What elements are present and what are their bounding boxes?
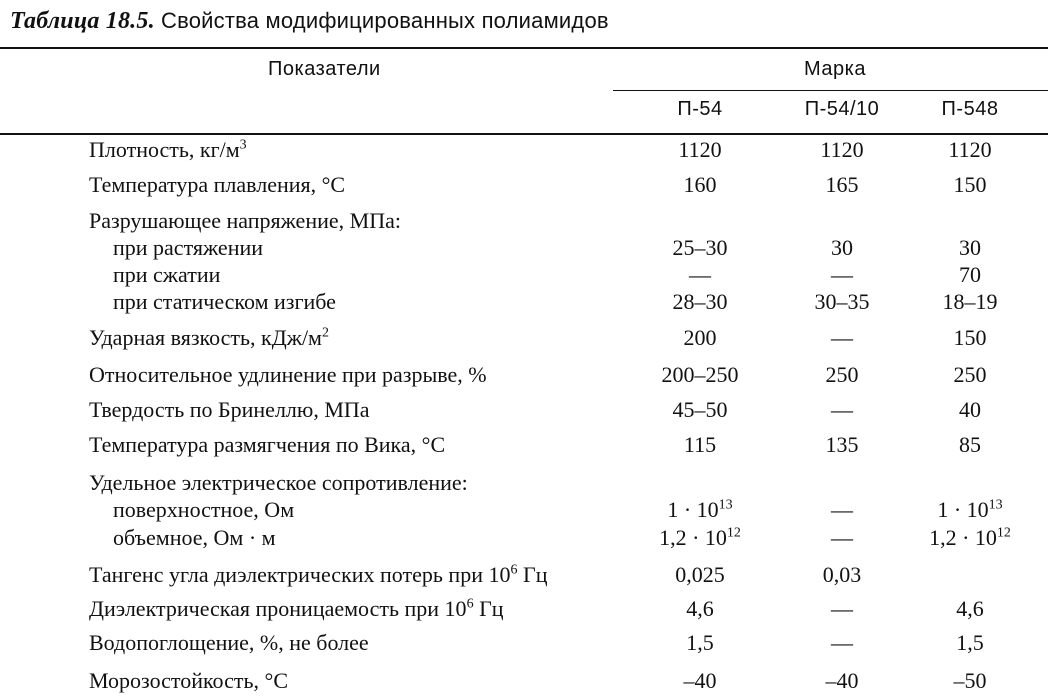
- table-number: Таблица 18.5.: [10, 8, 155, 34]
- table-cell: 115: [683, 432, 717, 457]
- table-cell: —: [831, 325, 853, 350]
- table-cell: 70: [959, 262, 981, 287]
- table-cell: —: [831, 397, 853, 422]
- row-label: Температура размягчения по Вика, °С: [89, 432, 446, 457]
- table-cell: 45–50: [672, 397, 728, 422]
- table-cell: 28–30: [672, 289, 728, 314]
- table-cell: —: [831, 596, 853, 621]
- table-cell: 30: [831, 235, 853, 260]
- row-label: Удельное электрическое сопротивление:: [89, 470, 468, 495]
- row-label: Морозостойкость, °С: [89, 668, 288, 693]
- row-label: Относительное удлинение при разрыве, %: [89, 362, 487, 387]
- table-cell: $1,2 \cdot 10^{12}$: [929, 525, 1011, 550]
- row-label: при сжатии: [113, 262, 221, 287]
- table-cell: 1120: [820, 137, 864, 162]
- table-cell: —: [831, 630, 853, 655]
- table-cell: 160: [683, 172, 717, 197]
- table-cell: –50: [953, 668, 987, 693]
- table-cell: $1 \cdot 10^{13}$: [937, 497, 1003, 522]
- row-label: Твердость по Бринеллю, МПа: [89, 397, 370, 422]
- header-col-p548: П-548: [941, 98, 999, 120]
- table-cell: 40: [959, 397, 981, 422]
- table-cell: 1,5: [686, 630, 714, 655]
- header-rule: [0, 133, 1048, 135]
- table-cell: —: [831, 497, 853, 522]
- table-cell: 0,03: [822, 562, 862, 587]
- top-rule: [0, 47, 1048, 49]
- table-cell: $1,2 \cdot 10^{12}$: [659, 525, 741, 550]
- header-col-p5410: П-54/10: [804, 98, 880, 120]
- row-label: объемное, Ом · м: [113, 525, 276, 550]
- table-cell: 250: [825, 362, 859, 387]
- row-label: Диэлектрическая проницаемость при $10^6$ Гц: [89, 596, 504, 621]
- table-title: Свойства модифицированных полиамидов: [161, 8, 609, 33]
- row-label: поверхностное, Ом: [113, 497, 295, 522]
- table-cell: 30: [959, 235, 981, 260]
- row-label: Тангенс угла диэлектрических потерь при $10^6$ Гц: [89, 562, 548, 587]
- table-cell: 30–35: [814, 289, 870, 314]
- table-cell: –40: [825, 668, 859, 693]
- table-cell: 200–250: [661, 362, 739, 387]
- table-cell: 18–19: [942, 289, 998, 314]
- row-label: Температура плавления, °С: [89, 172, 346, 197]
- table-cell: 200: [683, 325, 717, 350]
- row-label: при статическом изгибе: [113, 289, 336, 314]
- row-label: при растяжении: [113, 235, 264, 260]
- table-cell: 85: [959, 432, 981, 457]
- table-cell: 4,6: [686, 596, 714, 621]
- table-caption: [10, 8, 609, 35]
- table-cell: 1120: [948, 137, 992, 162]
- row-label: Водопоглощение, %, не более: [89, 630, 369, 655]
- row-label: Ударная вязкость, кДж/$м^2$: [89, 325, 329, 350]
- table-cell: –40: [683, 668, 717, 693]
- header-col-p54: П-54: [677, 98, 723, 120]
- table-cell: 150: [953, 172, 987, 197]
- header-indicators: Показатели: [268, 58, 381, 80]
- brand-rule: [613, 90, 1048, 91]
- table-cell: —: [831, 525, 853, 550]
- table-cell: 135: [825, 432, 859, 457]
- table-cell: $1 \cdot 10^{13}$: [667, 497, 733, 522]
- table-cell: 250: [953, 362, 987, 387]
- table-cell: 25–30: [672, 235, 728, 260]
- table-cell: 0,025: [675, 562, 725, 587]
- row-label: Плотность, $кг/м^3$: [89, 137, 247, 162]
- table-cell: 4,6: [956, 596, 984, 621]
- table-cell: —: [831, 262, 853, 287]
- table-cell: 150: [953, 325, 987, 350]
- table-cell: 165: [825, 172, 859, 197]
- table-cell: 1,5: [956, 630, 984, 655]
- row-label: Разрушающее напряжение, МПа:: [89, 208, 401, 233]
- table-cell: —: [689, 262, 711, 287]
- header-brand: Марка: [804, 58, 866, 80]
- table-cell: 1120: [678, 137, 722, 162]
